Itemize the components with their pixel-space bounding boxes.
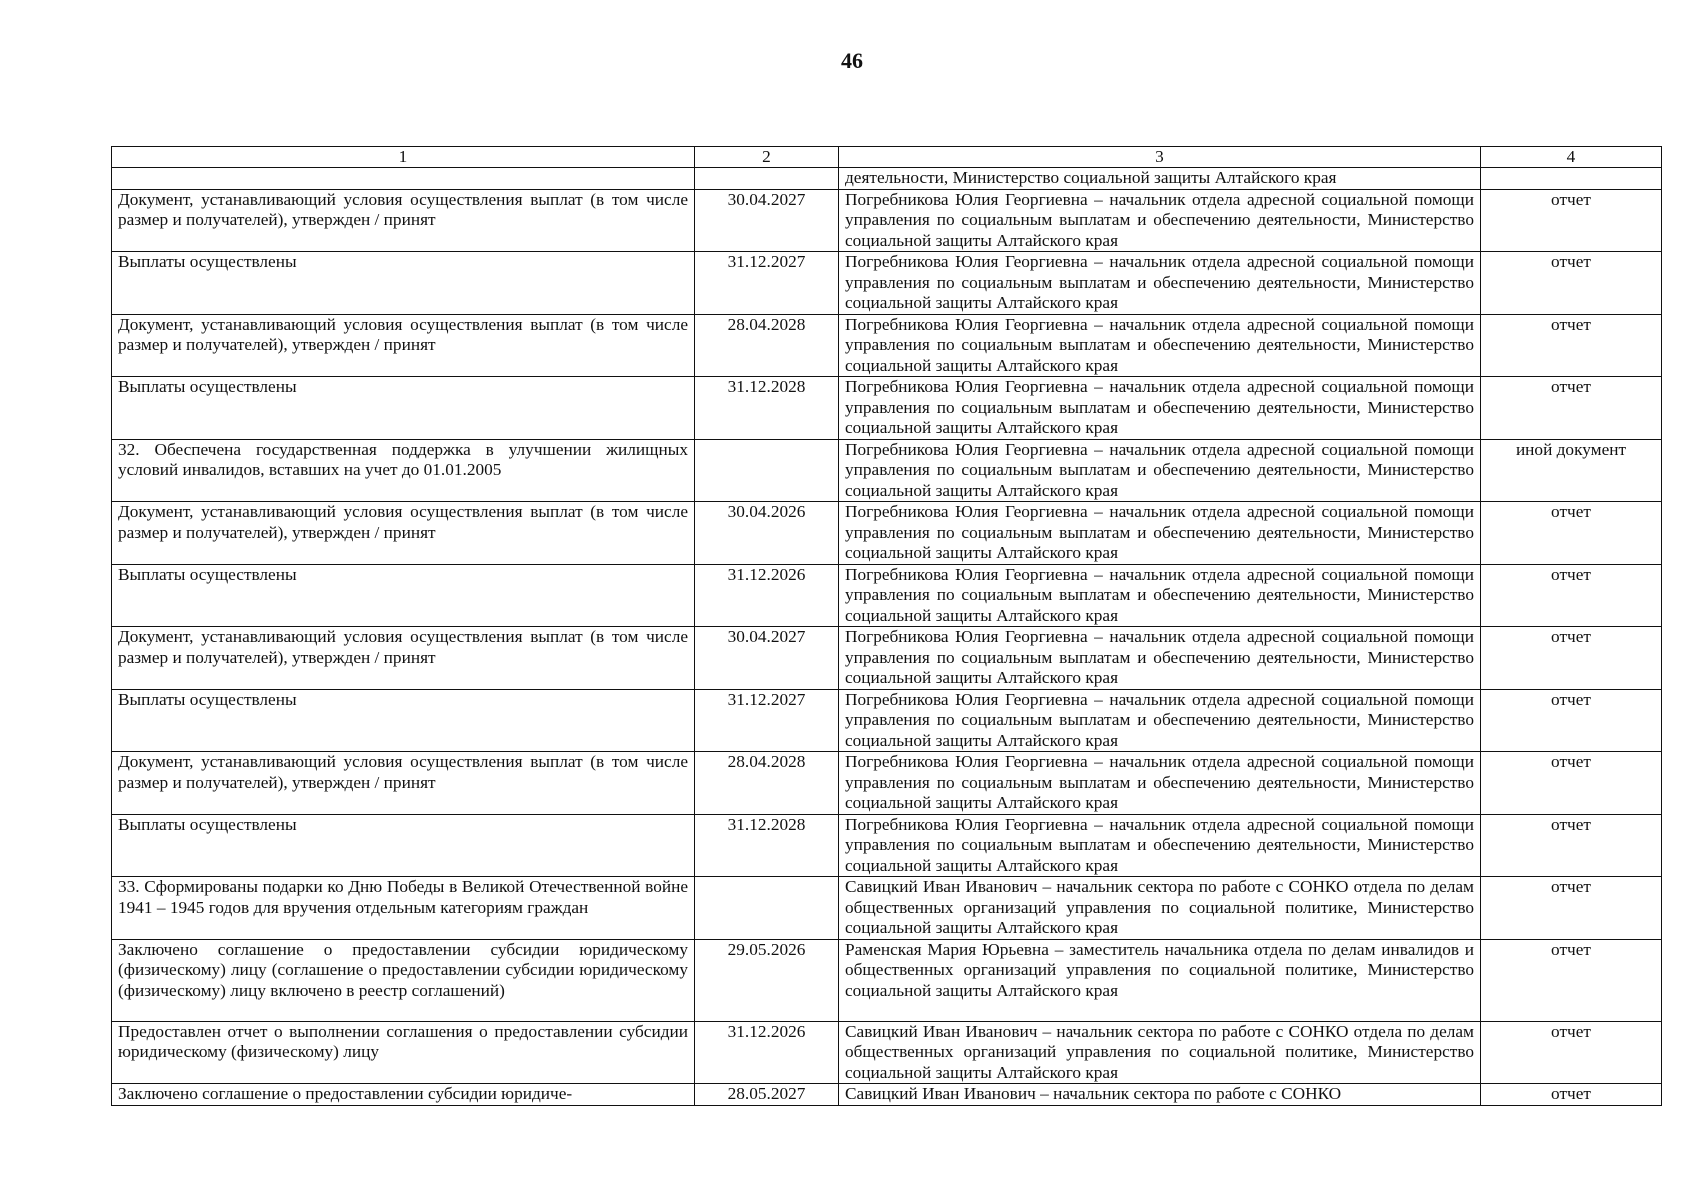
table-row	[112, 502, 1662, 565]
table-row	[112, 689, 1662, 752]
result-cell: Предоставлен отчет о выполнении соглашения о предоставлении субсидии юридическому (физическому) лицу	[112, 1021, 695, 1084]
document-type-cell: иной документ	[1481, 439, 1662, 502]
document-type-cell: отчет	[1481, 627, 1662, 690]
date-cell: 31.12.2028	[695, 377, 839, 440]
date-cell: 28.04.2028	[695, 314, 839, 377]
table-row	[112, 1084, 1662, 1106]
column-header: 1	[112, 147, 695, 168]
document-type-cell: отчет	[1481, 377, 1662, 440]
table-row	[112, 814, 1662, 877]
responsible-cell: Погребникова Юлия Георгиевна – начальник отдела адресной социальной помощи управления по социальным выплатам и обеспечению деятельности, Министерство социальной защиты Алтайского края	[839, 564, 1481, 627]
date-cell: 28.04.2028	[695, 752, 839, 815]
date-cell: 31.12.2026	[695, 564, 839, 627]
result-cell: Документ, устанавливающий условия осуществления выплат (в том числе размер и получателей), утвержден / принят	[112, 752, 695, 815]
responsible-cell: Погребникова Юлия Георгиевна – начальник отдела адресной социальной помощи управления по социальным выплатам и обеспечению деятельности, Министерство социальной защиты Алтайского края	[839, 502, 1481, 565]
date-cell: 30.04.2027	[695, 189, 839, 252]
document-type-cell: отчет	[1481, 564, 1662, 627]
document-type-cell	[1481, 168, 1662, 190]
responsible-cell: Погребникова Юлия Георгиевна – начальник отдела адресной социальной помощи управления по социальным выплатам и обеспечению деятельности, Министерство социальной защиты Алтайского края	[839, 627, 1481, 690]
responsible-cell: Савицкий Иван Иванович – начальник сектора по работе с СОНКО отдела по делам общественных организаций управления по социальной политике, Министерство социальной защиты Алтайского края	[839, 1021, 1481, 1084]
result-cell	[112, 168, 695, 190]
document-type-cell: отчет	[1481, 939, 1662, 1021]
table-row	[112, 564, 1662, 627]
date-cell	[695, 439, 839, 502]
table-row	[112, 189, 1662, 252]
document-type-cell: отчет	[1481, 189, 1662, 252]
document-type-cell: отчет	[1481, 1021, 1662, 1084]
result-cell: Документ, устанавливающий условия осуществления выплат (в том числе размер и получателей), утвержден / принят	[112, 627, 695, 690]
table-row	[112, 752, 1662, 815]
result-cell: 32. Обеспечена государственная поддержка в улучшении жилищных условий инвалидов, вставших на учет до 01.01.2005	[112, 439, 695, 502]
date-cell	[695, 877, 839, 940]
table-row	[112, 627, 1662, 690]
responsible-cell: Погребникова Юлия Георгиевна – начальник отдела адресной социальной помощи управления по социальным выплатам и обеспечению деятельности, Министерство социальной защиты Алтайского края	[839, 752, 1481, 815]
table-row	[112, 252, 1662, 315]
document-type-cell: отчет	[1481, 752, 1662, 815]
document-type-cell: отчет	[1481, 814, 1662, 877]
date-cell: 30.04.2026	[695, 502, 839, 565]
table-row	[112, 439, 1662, 502]
result-cell: Документ, устанавливающий условия осуществления выплат (в том числе размер и получателей), утвержден / принят	[112, 502, 695, 565]
document-type-cell: отчет	[1481, 502, 1662, 565]
document-type-cell: отчет	[1481, 1084, 1662, 1106]
responsible-cell: Савицкий Иван Иванович – начальник сектора по работе с СОНКО отдела по делам общественных организаций управления по социальной политике, Министерство социальной защиты Алтайского края	[839, 877, 1481, 940]
date-cell	[695, 168, 839, 190]
document-type-cell: отчет	[1481, 252, 1662, 315]
responsible-cell: деятельности, Министерство социальной защиты Алтайского края	[839, 168, 1481, 190]
table-row	[112, 1021, 1662, 1084]
responsible-cell: Раменская Мария Юрьевна – заместитель начальника отдела по делам инвалидов и общественных организаций управления по социальной политике, Министерство социальной защиты Алтайского края	[839, 939, 1481, 1021]
document-type-cell: отчет	[1481, 877, 1662, 940]
document-type-cell: отчет	[1481, 314, 1662, 377]
column-header: 2	[695, 147, 839, 168]
responsible-cell: Савицкий Иван Иванович – начальник сектора по работе с СОНКО	[839, 1084, 1481, 1106]
responsible-cell: Погребникова Юлия Георгиевна – начальник отдела адресной социальной помощи управления по социальным выплатам и обеспечению деятельности, Министерство социальной защиты Алтайского края	[839, 314, 1481, 377]
responsible-cell: Погребникова Юлия Георгиевна – начальник отдела адресной социальной помощи управления по социальным выплатам и обеспечению деятельности, Министерство социальной защиты Алтайского края	[839, 814, 1481, 877]
data-table	[111, 146, 1662, 1106]
date-cell: 29.05.2026	[695, 939, 839, 1021]
result-cell: 33. Сформированы подарки ко Дню Победы в Великой Отечественной войне 1941 – 1945 годов для вручения отдельным категориям граждан	[112, 877, 695, 940]
header-row	[112, 147, 1662, 168]
result-cell: Выплаты осуществлены	[112, 814, 695, 877]
result-cell: Заключено соглашение о предоставлении субсидии юридическому (физическому) лицу (соглашение о предоставлении субсидии юридическому (физическому) лицу включено в реестр соглашений)	[112, 939, 695, 1021]
responsible-cell: Погребникова Юлия Георгиевна – начальник отдела адресной социальной помощи управления по социальным выплатам и обеспечению деятельности, Министерство социальной защиты Алтайского края	[839, 439, 1481, 502]
table-row	[112, 877, 1662, 940]
result-cell: Выплаты осуществлены	[112, 689, 695, 752]
page-number: 46	[841, 48, 863, 73]
result-cell: Выплаты осуществлены	[112, 564, 695, 627]
date-cell: 31.12.2028	[695, 814, 839, 877]
table-row	[112, 377, 1662, 440]
responsible-cell: Погребникова Юлия Георгиевна – начальник отдела адресной социальной помощи управления по социальным выплатам и обеспечению деятельности, Министерство социальной защиты Алтайского края	[839, 377, 1481, 440]
table-row	[112, 314, 1662, 377]
result-cell: Документ, устанавливающий условия осуществления выплат (в том числе размер и получателей), утвержден / принят	[112, 189, 695, 252]
column-header: 3	[839, 147, 1481, 168]
date-cell: 31.12.2026	[695, 1021, 839, 1084]
responsible-cell: Погребникова Юлия Георгиевна – начальник отдела адресной социальной помощи управления по социальным выплатам и обеспечению деятельности, Министерство социальной защиты Алтайского края	[839, 189, 1481, 252]
date-cell: 31.12.2027	[695, 689, 839, 752]
table-row	[112, 168, 1662, 190]
table-row	[112, 939, 1662, 1021]
result-cell: Документ, устанавливающий условия осуществления выплат (в том числе размер и получателей), утвержден / принят	[112, 314, 695, 377]
date-cell: 30.04.2027	[695, 627, 839, 690]
responsible-cell: Погребникова Юлия Георгиевна – начальник отдела адресной социальной помощи управления по социальным выплатам и обеспечению деятельности, Министерство социальной защиты Алтайского края	[839, 252, 1481, 315]
result-cell: Выплаты осуществлены	[112, 377, 695, 440]
column-header: 4	[1481, 147, 1662, 168]
result-cell: Заключено соглашение о предоставлении субсидии юридиче-	[112, 1084, 695, 1106]
document-type-cell: отчет	[1481, 689, 1662, 752]
result-cell: Выплаты осуществлены	[112, 252, 695, 315]
date-cell: 28.05.2027	[695, 1084, 839, 1106]
responsible-cell: Погребникова Юлия Георгиевна – начальник отдела адресной социальной помощи управления по социальным выплатам и обеспечению деятельности, Министерство социальной защиты Алтайского края	[839, 689, 1481, 752]
date-cell: 31.12.2027	[695, 252, 839, 315]
